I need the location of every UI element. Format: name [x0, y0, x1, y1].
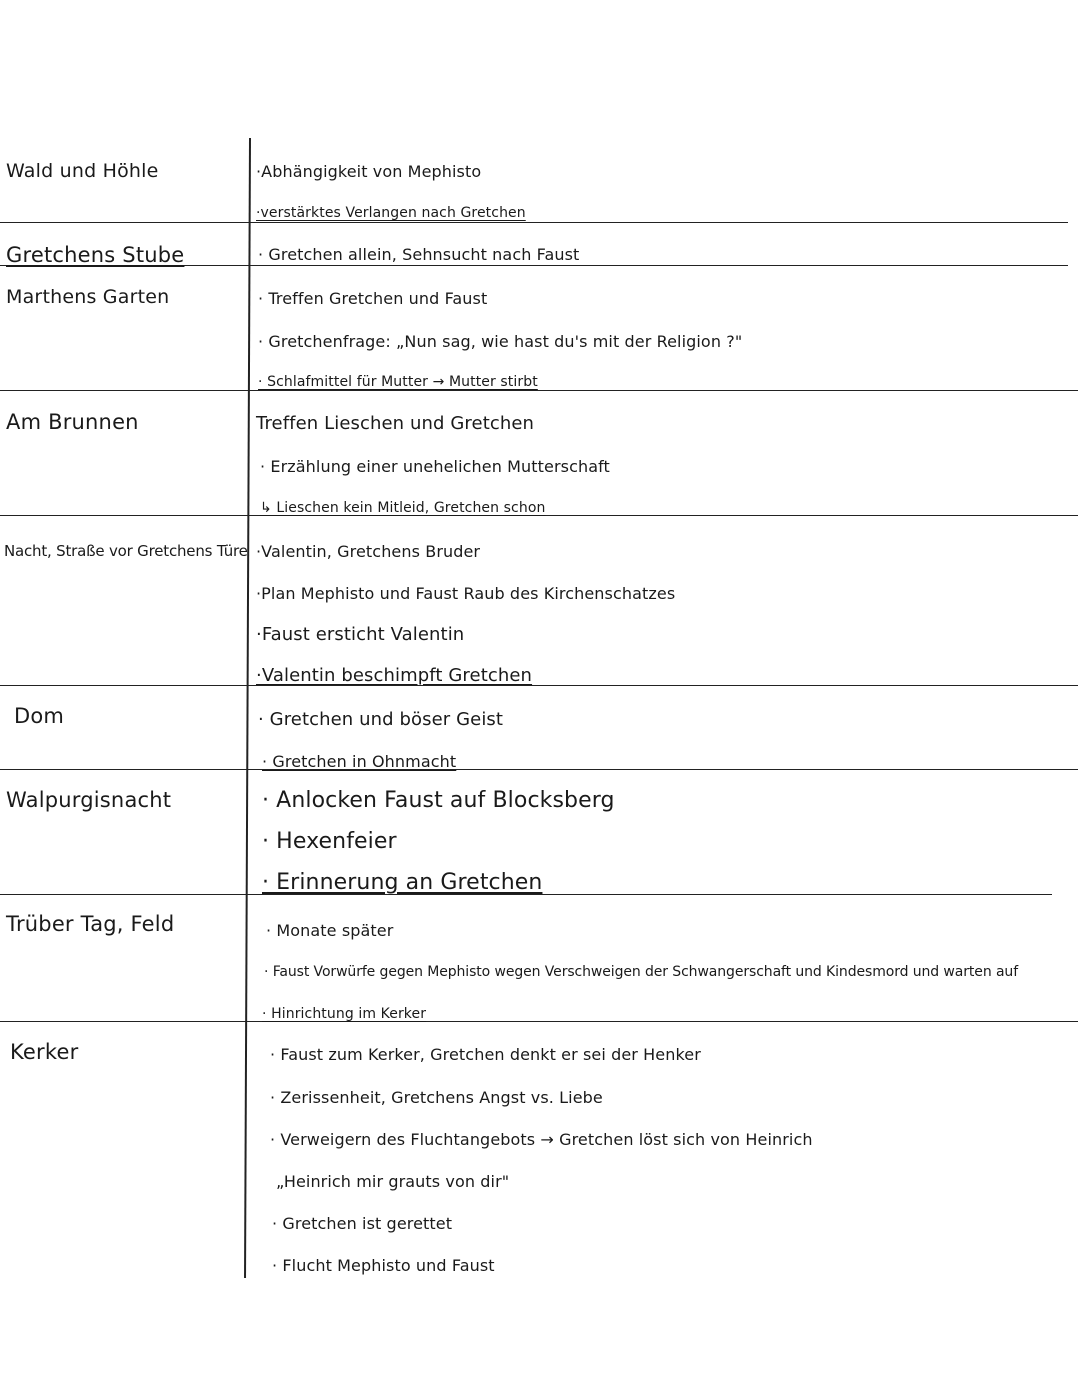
event-line: · Monate später — [266, 921, 394, 940]
event-line: ·Valentin beschimpft Gretchen — [256, 665, 533, 686]
row-divider — [0, 222, 1068, 223]
event-line: · Erzählung einer unehelichen Mutterschaft — [260, 457, 610, 476]
event-line: · Erinnerung an Gretchen — [262, 870, 543, 895]
event-line: · Verweigern des Fluchtangebots → Gretchen löst sich von Heinrich — [270, 1130, 813, 1149]
row-divider — [0, 1021, 1078, 1022]
event-line: · Flucht Mephisto und Faust — [272, 1256, 495, 1275]
event-line: · Faust zum Kerker, Gretchen denkt er sei der Henker — [270, 1045, 701, 1064]
scene-label: Walpurgisnacht — [6, 788, 172, 812]
scene-label: Gretchens Stube — [6, 243, 185, 267]
scene-label: Nacht, Straße vor Gretchens Türe — [4, 542, 248, 560]
event-line: „Heinrich mir grauts von dir" — [276, 1172, 510, 1191]
event-line: ↳ Lieschen kein Mitleid, Gretchen schon — [260, 500, 546, 516]
event-line: · Gretchen in Ohnmacht — [262, 752, 457, 771]
column-divider — [244, 138, 250, 1278]
event-line: · Zerissenheit, Gretchens Angst vs. Liebe — [270, 1088, 603, 1107]
event-line: · Hinrichtung im Kerker — [262, 1006, 427, 1022]
scene-label: Trüber Tag, Feld — [6, 912, 175, 936]
row-divider — [0, 390, 1078, 391]
scene-label: Marthens Garten — [6, 286, 170, 308]
event-line: · Treffen Gretchen und Faust — [258, 289, 488, 308]
scene-label: Dom — [14, 704, 65, 728]
event-line: ·Abhängigkeit von Mephisto — [256, 162, 482, 181]
event-line: ·verstärktes Verlangen nach Gretchen — [256, 205, 526, 221]
row-divider — [0, 685, 1078, 686]
scene-label: Am Brunnen — [6, 410, 139, 434]
event-line: ·Plan Mephisto und Faust Raub des Kirchenschatzes — [256, 584, 676, 603]
event-line: ·Valentin, Gretchens Bruder — [256, 542, 481, 561]
event-line: ·Faust ersticht Valentin — [256, 624, 465, 645]
scene-label: Kerker — [10, 1040, 79, 1064]
event-line: · Hexenfeier — [262, 829, 397, 854]
event-line: · Anlocken Faust auf Blocksberg — [262, 788, 615, 813]
event-line: · Gretchen und böser Geist — [258, 709, 504, 730]
event-line: · Faust Vorwürfe gegen Mephisto wegen Verschweigen der Schwangerschaft und Kindesmord und warten auf — [264, 964, 1019, 980]
event-line: Treffen Lieschen und Gretchen — [256, 413, 535, 434]
event-line: · Gretchen allein, Sehnsucht nach Faust — [258, 245, 580, 264]
event-line: · Gretchen ist gerettet — [272, 1214, 453, 1233]
row-divider — [0, 769, 1078, 770]
event-line: · Gretchenfrage: „Nun sag, wie hast du's mit der Religion ?" — [258, 332, 743, 351]
scene-label: Wald und Höhle — [6, 160, 159, 182]
event-line: · Schlafmittel für Mutter → Mutter stirbt — [258, 374, 538, 390]
